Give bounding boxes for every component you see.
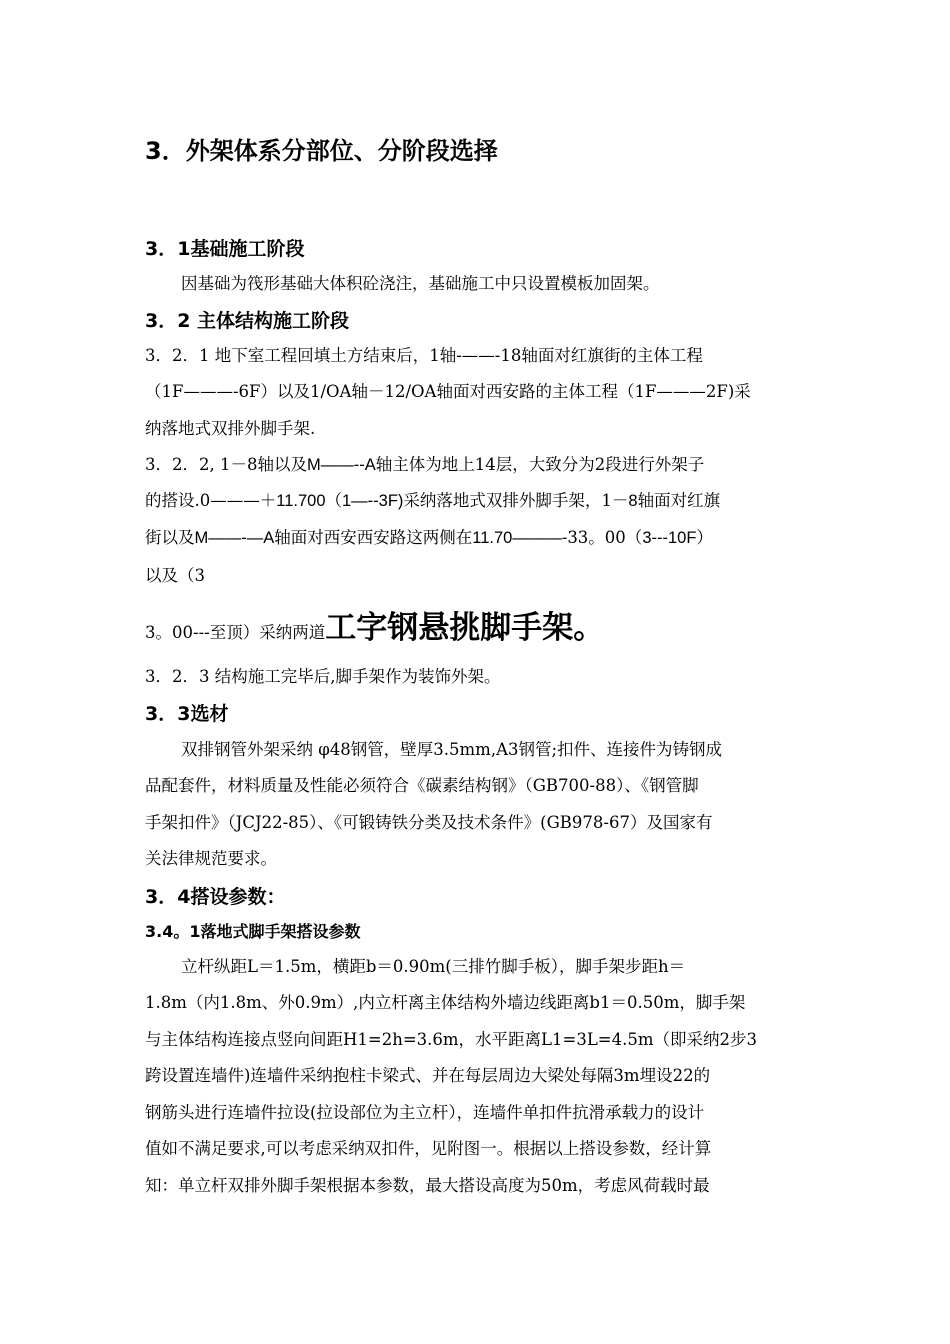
- heading-3-2: 3．2 主体结构施工阶段: [145, 310, 350, 332]
- paragraph-3-2-2-line: [145, 455, 704, 475]
- paragraph-3-4-1-line: 知：单立杆双排外脚手架根据本参数，最大搭设高度为50m，考虑风荷载时最: [145, 1176, 710, 1195]
- heading-3-1: 3．1基础施工阶段: [145, 238, 305, 260]
- text-run: 街以及: [145, 528, 195, 547]
- paragraph-3-2-2-line: [145, 610, 604, 651]
- paragraph-3-1: 因基础为筏形基础大体积砼浇注，基础施工中只设置模板加固架。: [181, 274, 660, 293]
- subheading-3-4-1: 3.4。1落地式脚手架搭设参数: [145, 922, 361, 941]
- paragraph-3-3-line: 手架扣件》（JCJ22-85）、《可锻铸铁分类及技术条件》(GB978-67）及国家有: [145, 813, 713, 832]
- text-run: 3---10F）: [642, 529, 713, 547]
- text-run: 11.70———-: [472, 529, 568, 547]
- text-run: 3。00---至顶）采纳两道: [145, 623, 326, 642]
- text-run: 轴主体为地上14层，大致分为2段进行外架子: [375, 455, 705, 474]
- paragraph-3-4-1-line: 立杆纵距L＝1.5m，横距b＝0.90m(三排竹脚手板），脚手架步距h＝: [181, 957, 686, 976]
- paragraph-3-4-1-line: 钢筋头进行连墙件拉设(拉设部位为主立杆），连墙件单扣件抗滑承载力的设计: [145, 1103, 705, 1122]
- paragraph-3-4-1-line: 1.8m（内1.8m、外0.9m）,内立杆离主体结构外墙边线距离b1＝0.50m，脚手架: [145, 993, 746, 1012]
- paragraph-3-4-1-line: 值如不满足要求,可以考虑采纳双扣件，见附图一。根据以上搭设参数，经计算: [145, 1139, 712, 1158]
- paragraph-3-2-3: 3．2．3 结构施工完毕后,脚手架作为装饰外架。: [145, 667, 501, 686]
- emphasized-text: 工字钢悬挑脚手架。: [325, 610, 605, 646]
- paragraph-3-3-line: 双排钢管外架采纳 φ48钢管，壁厚3.5mm,A3钢管;扣件、连接件为铸钢成: [181, 740, 723, 759]
- text-run: 轴面对西安西安路这两侧在: [274, 528, 473, 547]
- text-run: M——--A: [306, 456, 376, 474]
- text-run: 轴面对红旗: [637, 491, 721, 510]
- text-run: M——-—A: [194, 529, 275, 547]
- paragraph-3-4-1-line: 跨设置连墙件)连墙件采纳抱柱卡梁式、并在每层周边大梁处每隔3m埋设22的: [145, 1066, 711, 1085]
- paragraph-3-3-line: 品配套件，材料质量及性能必须符合《碳素结构钢》（GB700-88）、《钢管脚: [145, 776, 699, 795]
- paragraph-3-2-2-line: [145, 528, 713, 548]
- paragraph-3-3-line: 关法律规范要求。: [145, 849, 277, 868]
- paragraph-3-2-1-line: 3．2．1 地下室工程回填土方结束后，1轴-——-18轴面对红旗街的主体工程: [145, 346, 703, 365]
- heading-3-3: 3．3选材: [145, 703, 229, 725]
- text-run: 的搭设.0———＋: [145, 491, 277, 510]
- paragraph-3-2-1-line: （1F———-6F）以及1/OA轴－12/OA轴面对西安路的主体工程（1F———2F)采: [145, 382, 751, 401]
- paragraph-3-4-1-line: 与主体结构连接点竖向间距H1=2h=3.6m，水平距离L1=3L=4.5m（即采纳2步3: [145, 1030, 757, 1049]
- paragraph-3-2-2-line: [145, 491, 720, 511]
- text-run: 33。00（: [567, 528, 643, 547]
- heading-3-4: 3．4搭设参数：: [145, 886, 286, 908]
- text-run: 采纳落地式双排外脚手架，1－: [403, 491, 629, 510]
- text-run: 11.700（1—--3F): [276, 492, 404, 510]
- text-run: 3．2．2, 1－8轴以及: [145, 455, 307, 474]
- paragraph-3-2-1-line: 纳落地式双排外脚手架.: [145, 419, 316, 438]
- paragraph-3-2-2-line: 以及（3: [145, 566, 205, 585]
- text-run: 8: [628, 492, 638, 510]
- section-title: 3．外架体系分部位、分阶段选择: [145, 137, 498, 165]
